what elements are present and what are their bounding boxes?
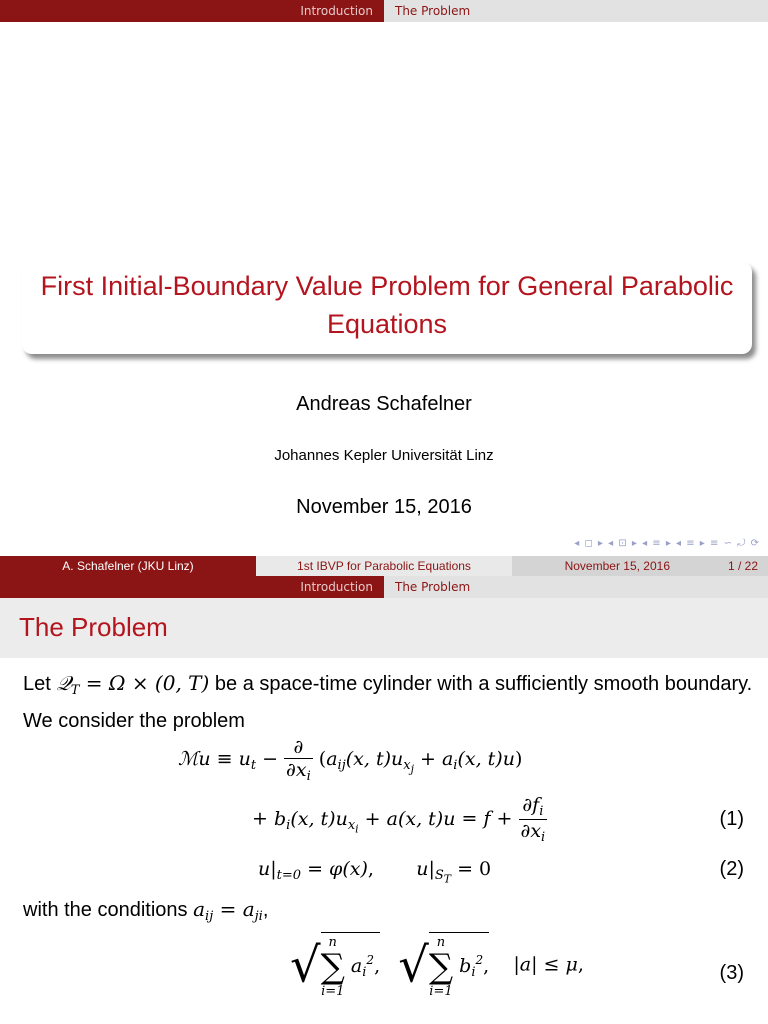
equation-number-1: (1) bbox=[719, 808, 744, 830]
footline-page-number: 1 / 22 bbox=[727, 559, 758, 573]
equation-number-2: (2) bbox=[719, 858, 744, 880]
footline-title: 1st IBVP for Parabolic Equations bbox=[256, 556, 512, 576]
footline bbox=[0, 556, 768, 576]
footline-author: A. Schafelner (JKU Linz) bbox=[0, 556, 256, 576]
nav-section-introduction-2[interactable]: Introduction bbox=[300, 580, 373, 594]
equation-operator-line-2: + $b_i(x$, $t)u_{x_i} + a(x$, t)u = f + $\frac{\partial f_i}{\partial x_i}$ bbox=[252, 794, 546, 845]
author-name: Andreas Schafelner bbox=[296, 393, 472, 415]
problem-slide bbox=[0, 576, 768, 1024]
top-navigation bbox=[0, 0, 768, 22]
footline-date: November 15, 2016 bbox=[564, 559, 670, 573]
problem-intro: Let 𝒬$_T$ = Ω × (0, T) be a space-time cylinder with a sufficiently smooth boundary. We consider the problem bbox=[23, 671, 753, 732]
equation-operator-line-1: ℳu ≡ $u_t$ − $\frac{\partial}{\partial x_i}$ ($a_{ij}(x$, $t)u_{x_j} + a_i(x$, t)u) bbox=[178, 736, 523, 784]
nav-subsection-the-problem[interactable]: The Problem bbox=[395, 4, 471, 18]
presentation-date: November 15, 2016 bbox=[296, 496, 472, 518]
nav-section-introduction[interactable]: Introduction bbox=[300, 4, 373, 18]
institute-name: Johannes Kepler Universität Linz bbox=[274, 447, 494, 464]
math-cylinder-definition: 𝒬$_T$ = Ω × (0, T) bbox=[56, 671, 210, 698]
frame-title: The Problem bbox=[19, 612, 168, 642]
top-navigation-2 bbox=[0, 576, 768, 598]
conditions-text: with the conditions $a_{ij} = a_{ji}$, bbox=[23, 897, 269, 924]
equation-coefficient-bounds: √ n ∑ i=1 $a_i^2$, √ n ∑ i=1 $b_i^2$, |a| ≤ μ, bbox=[290, 932, 584, 999]
presentation-title: First Initial-Boundary Value Problem for General Parabolic Equations bbox=[40, 271, 734, 339]
equation-initial-boundary-conditions: $u|_{t=0} = \varphi(x)$, $u|_{S_T} = 0$ bbox=[258, 858, 492, 886]
nav-subsection-the-problem-2[interactable]: The Problem bbox=[395, 580, 471, 594]
equation-number-3: (3) bbox=[719, 962, 744, 984]
beamer-navigation-icons[interactable]: ◂ ◻ ▸ ◂ ⊡ ▸ ◂ ≡ ▸ ◂ ≡ ▸ ≡ ∽ ⤾ ⟳ bbox=[574, 538, 760, 549]
